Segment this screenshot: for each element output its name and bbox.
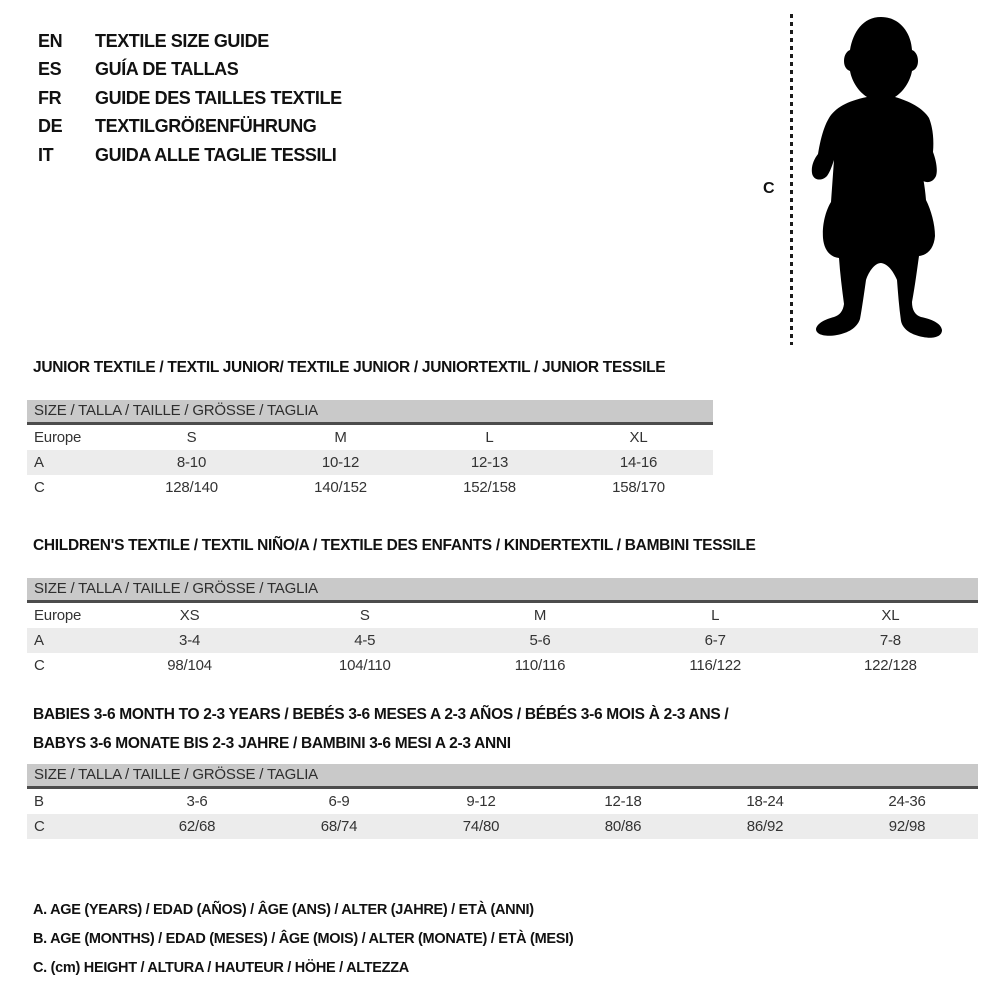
table-row <box>27 603 978 628</box>
lang-code: DE <box>38 116 63 137</box>
table-row <box>27 653 978 678</box>
size-value: L <box>711 607 720 624</box>
lang-code: IT <box>38 144 54 165</box>
size-value: 14-16 <box>619 454 658 471</box>
size-value: M <box>334 429 347 446</box>
lang-row-it <box>38 141 342 170</box>
size-value: S <box>186 429 197 446</box>
size-value: 8-10 <box>176 454 207 471</box>
size-value: XL <box>629 429 648 446</box>
table-row <box>27 425 713 450</box>
lang-row-fr <box>38 84 342 113</box>
size-value: 92/98 <box>888 818 926 835</box>
size-value: 4-5 <box>354 632 376 649</box>
row-label: C <box>34 818 45 835</box>
lang-label: GUIDE DES TAILLES TEXTILE <box>95 87 342 108</box>
table-row <box>27 814 978 839</box>
size-value: 98/104 <box>167 657 212 674</box>
size-value: 140/152 <box>314 479 367 496</box>
size-value: S <box>359 607 370 624</box>
section-title: CHILDREN'S TEXTILE / TEXTIL NIÑO/A / TEXTILE DES ENFANTS / KINDERTEXTIL / BAMBINI TESSILE <box>33 537 756 554</box>
size-table-header: SIZE / TALLA / TAILLE / GRÖSSE / TAGLIA <box>27 400 713 425</box>
lang-label: GUIDA ALLE TAGLIE TESSILI <box>95 144 337 165</box>
size-value: 9-12 <box>466 793 496 810</box>
size-value: L <box>485 429 494 446</box>
legend <box>33 896 573 983</box>
table-body <box>27 789 978 839</box>
size-value: 10-12 <box>321 454 360 471</box>
size-value: XS <box>179 607 200 624</box>
size-value: 128/140 <box>165 479 218 496</box>
section-junior-textile <box>27 358 713 500</box>
size-value: 3-4 <box>179 632 201 649</box>
size-value: 122/128 <box>863 657 917 674</box>
section-title-line1: BABIES 3-6 MONTH TO 2-3 YEARS / BEBÉS 3-6 MESES A 2-3 AÑOS / BÉBÉS 3-6 MOIS À 2-3 ANS / <box>33 706 729 723</box>
lang-label: GUÍA DE TALLAS <box>95 59 239 80</box>
lang-row-en <box>38 27 342 56</box>
row-label: C <box>34 479 45 496</box>
section-children-textile <box>27 536 978 678</box>
size-value: 104/110 <box>338 657 391 674</box>
legend-line-b: B. AGE (MONTHS) / EDAD (MESES) / ÂGE (MOIS) / ALTER (MONATE) / ETÀ (MESI) <box>33 931 574 947</box>
size-value: 12-13 <box>470 454 509 471</box>
table-body <box>27 425 713 500</box>
lang-label: TEXTILE SIZE GUIDE <box>95 30 269 51</box>
size-value: 3-6 <box>186 793 208 810</box>
table-row <box>27 475 713 500</box>
size-value: 62/68 <box>178 818 216 835</box>
size-value: 110/116 <box>514 657 566 674</box>
size-value: 116/122 <box>689 657 742 674</box>
size-value: 12-18 <box>604 793 642 810</box>
table-body <box>27 603 978 678</box>
size-value: 74/80 <box>462 818 500 835</box>
lang-row-de <box>38 113 342 142</box>
legend-line-c: C. (cm) HEIGHT / ALTURA / HAUTEUR / HÖHE / ALTEZZA <box>33 960 409 976</box>
row-label: Europe <box>34 607 82 624</box>
lang-row-es <box>38 56 342 85</box>
section-title-line2: BABYS 3-6 MONATE BIS 2-3 JAHRE / BAMBINI 3-6 MESI A 2-3 ANNI <box>33 735 511 752</box>
row-label: A <box>34 454 44 471</box>
row-label: A <box>34 632 44 649</box>
lang-code: FR <box>38 87 62 108</box>
size-value: 6-9 <box>328 793 350 810</box>
row-label: Europe <box>34 429 82 446</box>
section-babies-textile <box>27 705 978 839</box>
size-value: XL <box>881 607 900 624</box>
size-value: 68/74 <box>320 818 358 835</box>
table-row <box>27 450 713 475</box>
row-label: C <box>34 657 45 674</box>
size-value: 86/92 <box>746 818 784 835</box>
size-value: 6-7 <box>704 632 726 649</box>
junior-size-table <box>27 400 713 500</box>
height-measure-dashed-line <box>790 14 793 345</box>
section-title: JUNIOR TEXTILE / TEXTIL JUNIOR/ TEXTILE JUNIOR / JUNIORTEXTIL / JUNIOR TESSILE <box>33 359 666 376</box>
size-value: 18-24 <box>746 793 784 810</box>
table-row <box>27 628 978 653</box>
language-list <box>38 27 342 170</box>
size-value: 24-36 <box>888 793 926 810</box>
size-table-header: SIZE / TALLA / TAILLE / GRÖSSE / TAGLIA <box>27 578 978 603</box>
lang-code: ES <box>38 59 62 80</box>
lang-label: TEXTILGRÖßENFÜHRUNG <box>95 116 317 137</box>
legend-line-a: A. AGE (YEARS) / EDAD (AÑOS) / ÂGE (ANS) / ALTER (JAHRE) / ETÀ (ANNI) <box>33 902 534 918</box>
row-label: B <box>34 793 44 810</box>
height-measure-label: C <box>763 180 775 197</box>
babies-size-table <box>27 764 978 839</box>
size-value: 80/86 <box>604 818 642 835</box>
size-value: 158/170 <box>612 479 665 496</box>
lang-code: EN <box>38 30 63 51</box>
size-value: M <box>533 607 547 624</box>
children-size-table <box>27 578 978 678</box>
table-row <box>27 789 978 814</box>
size-value: 5-6 <box>529 632 551 649</box>
size-table-header: SIZE / TALLA / TAILLE / GRÖSSE / TAGLIA <box>27 764 978 789</box>
size-value: 7-8 <box>879 632 901 649</box>
baby-silhouette <box>799 10 959 350</box>
size-value: 152/158 <box>463 479 516 496</box>
